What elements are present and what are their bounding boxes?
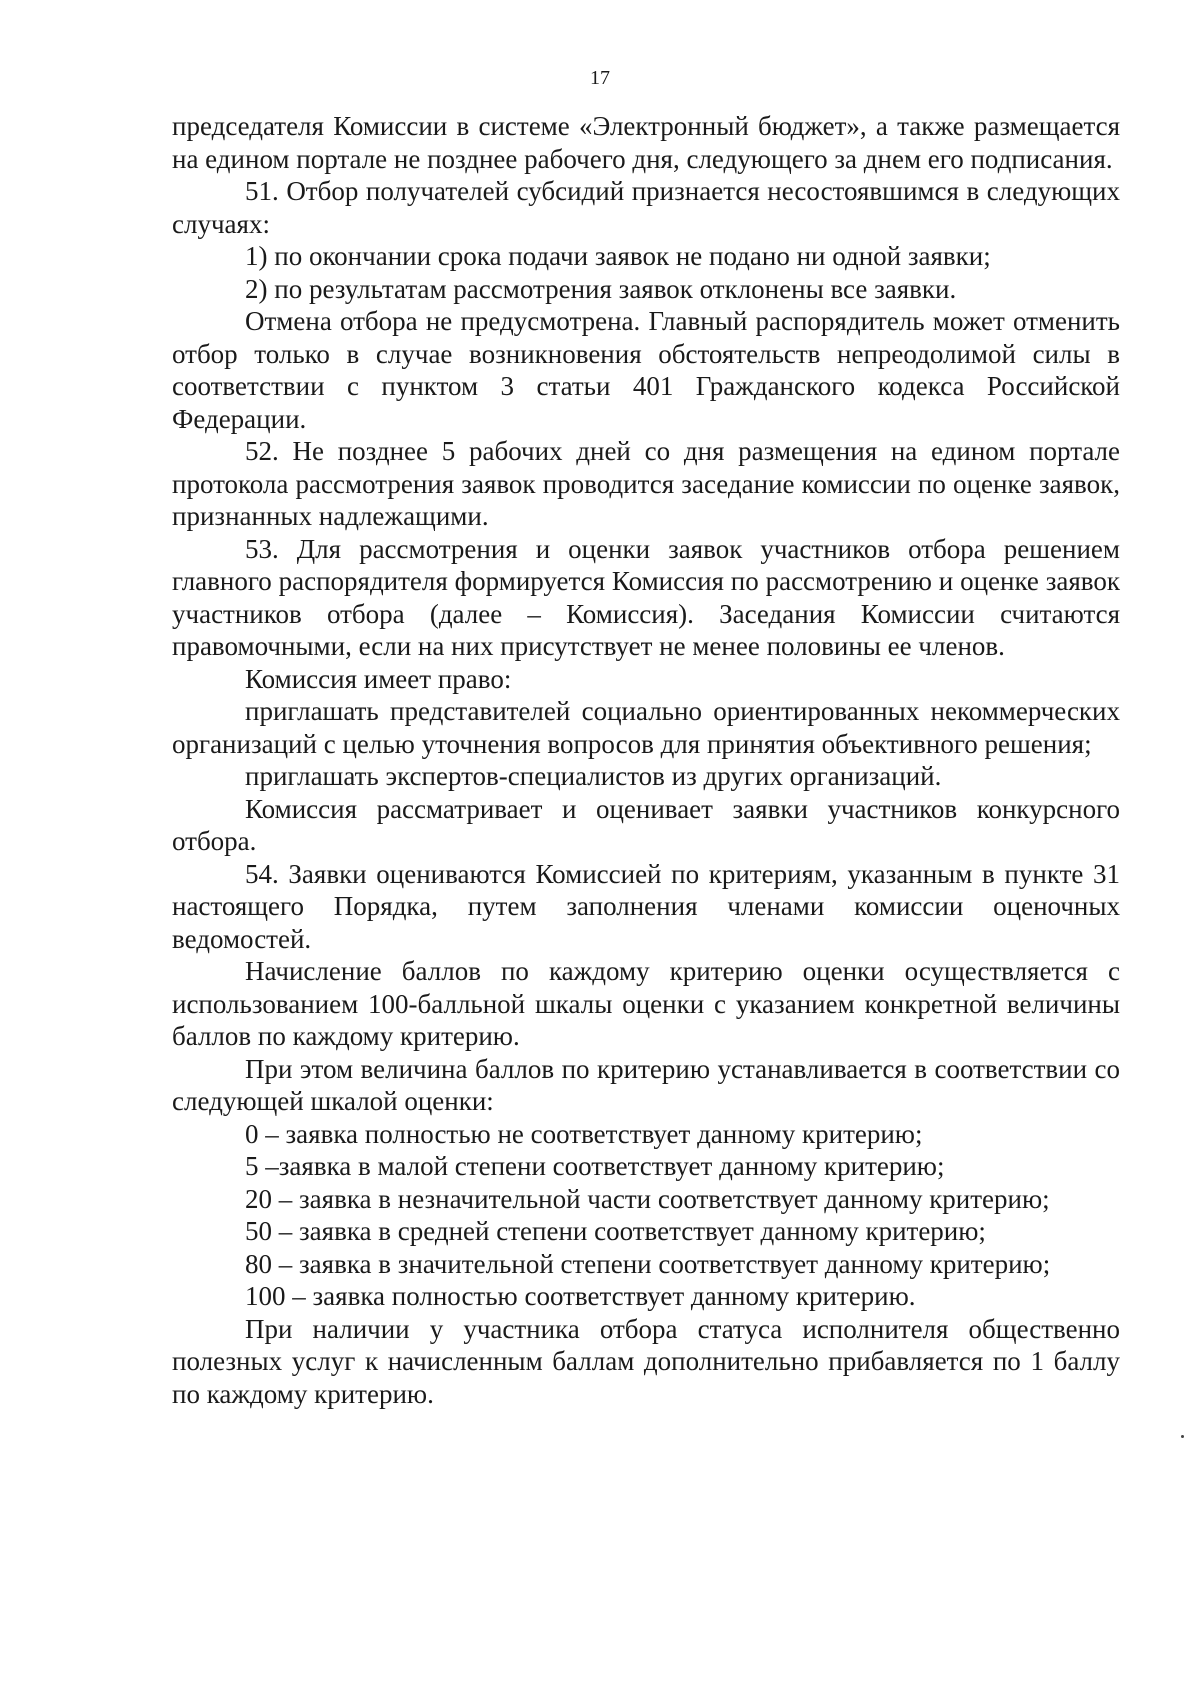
paragraph-right-invite-experts: приглашать экспертов-специалистов из других организаций.: [245, 761, 942, 791]
scale-item: 80 – заявка в значительной степени соответствует данному критерию;: [245, 1248, 1051, 1279]
paragraph-continuation: председателя Комиссии в системе «Электронный бюджет», а также размещается на едином портале не позднее рабочего дня, следующего за днем его подписания.: [172, 111, 1120, 174]
scale-item: 5 –заявка в малой степени соответствует данному критерию;: [245, 1151, 945, 1181]
paragraph-bonus-point: При наличии у участника отбора статуса исполнителя общественно полезных услуг к начисленным баллам дополнительно прибавляется по 1 баллу по каждому критерию.: [172, 1313, 1120, 1409]
list-item: 1) по окончании срока подачи заявок не подано ни одной заявки;: [245, 241, 991, 271]
paragraph-scoring: Начисление баллов по каждому критерию оценки осуществляется с использованием 100-балльной шкалы оценки с указанием конкретной величины баллов по каждому критерию.: [172, 956, 1120, 1051]
scale-item: 100 – заявка полностью соответствует данному критерию.: [245, 1281, 916, 1311]
paragraph-clause-52: 52. Не позднее 5 рабочих дней со дня размещения на едином портале протокола рассмотрения заявок проводится заседание комиссии по оценке заявок, признанных надлежащими.: [172, 436, 1120, 531]
paragraph-commission-evaluates: Комиссия рассматривает и оценивает заявки участников конкурсного отбора.: [172, 793, 1120, 856]
page-number: 17: [590, 67, 610, 89]
paragraph-scale-intro: При этом величина баллов по критерию устанавливается в соответствии со следующей шкалой оценки:: [172, 1053, 1120, 1116]
document-body: [172, 110, 1120, 1410]
scale-item: 0 – заявка полностью не соответствует данному критерию;: [245, 1118, 923, 1149]
scale-item: 50 – заявка в средней степени соответствует данному критерию;: [245, 1216, 986, 1246]
scale-item: 20 – заявка в незначительной части соответствует данному критерию;: [245, 1183, 1050, 1214]
paragraph-clause-51: 51. Отбор получателей субсидий признается несостоявшимся в следующих случаях:: [172, 176, 1120, 239]
paragraph-right-invite-nko: приглашать представителей социально ориентированных некоммерческих организаций с целью уточнения вопросов для принятия объективного решения;: [172, 696, 1120, 759]
scan-speck: [1181, 1435, 1184, 1438]
list-item: 2) по результатам рассмотрения заявок отклонены все заявки.: [245, 273, 957, 304]
paragraph-clause-53: 53. Для рассмотрения и оценки заявок участников отбора решением главного распорядителя формируется Комиссия по рассмотрению и оценке заявок участников отбора (далее – Комиссия). Заседания Комиссии считаются правомочными, если на них присутствует не менее половины ее членов.: [172, 533, 1120, 661]
paragraph-cancellation: Отмена отбора не предусмотрена. Главный распорядитель может отменить отбор только в случае возникновения обстоятельств непреодолимой силы в соответствии с пунктом 3 статьи 401 Гражданского кодекса Российской Федерации.: [172, 306, 1120, 434]
paragraph-clause-54: 54. Заявки оцениваются Комиссией по критериям, указанным в пункте 31 настоящего Порядка, путем заполнения членами комиссии оценочных ведомостей.: [172, 858, 1120, 954]
paragraph-commission-rights: Комиссия имеет право:: [245, 663, 512, 694]
